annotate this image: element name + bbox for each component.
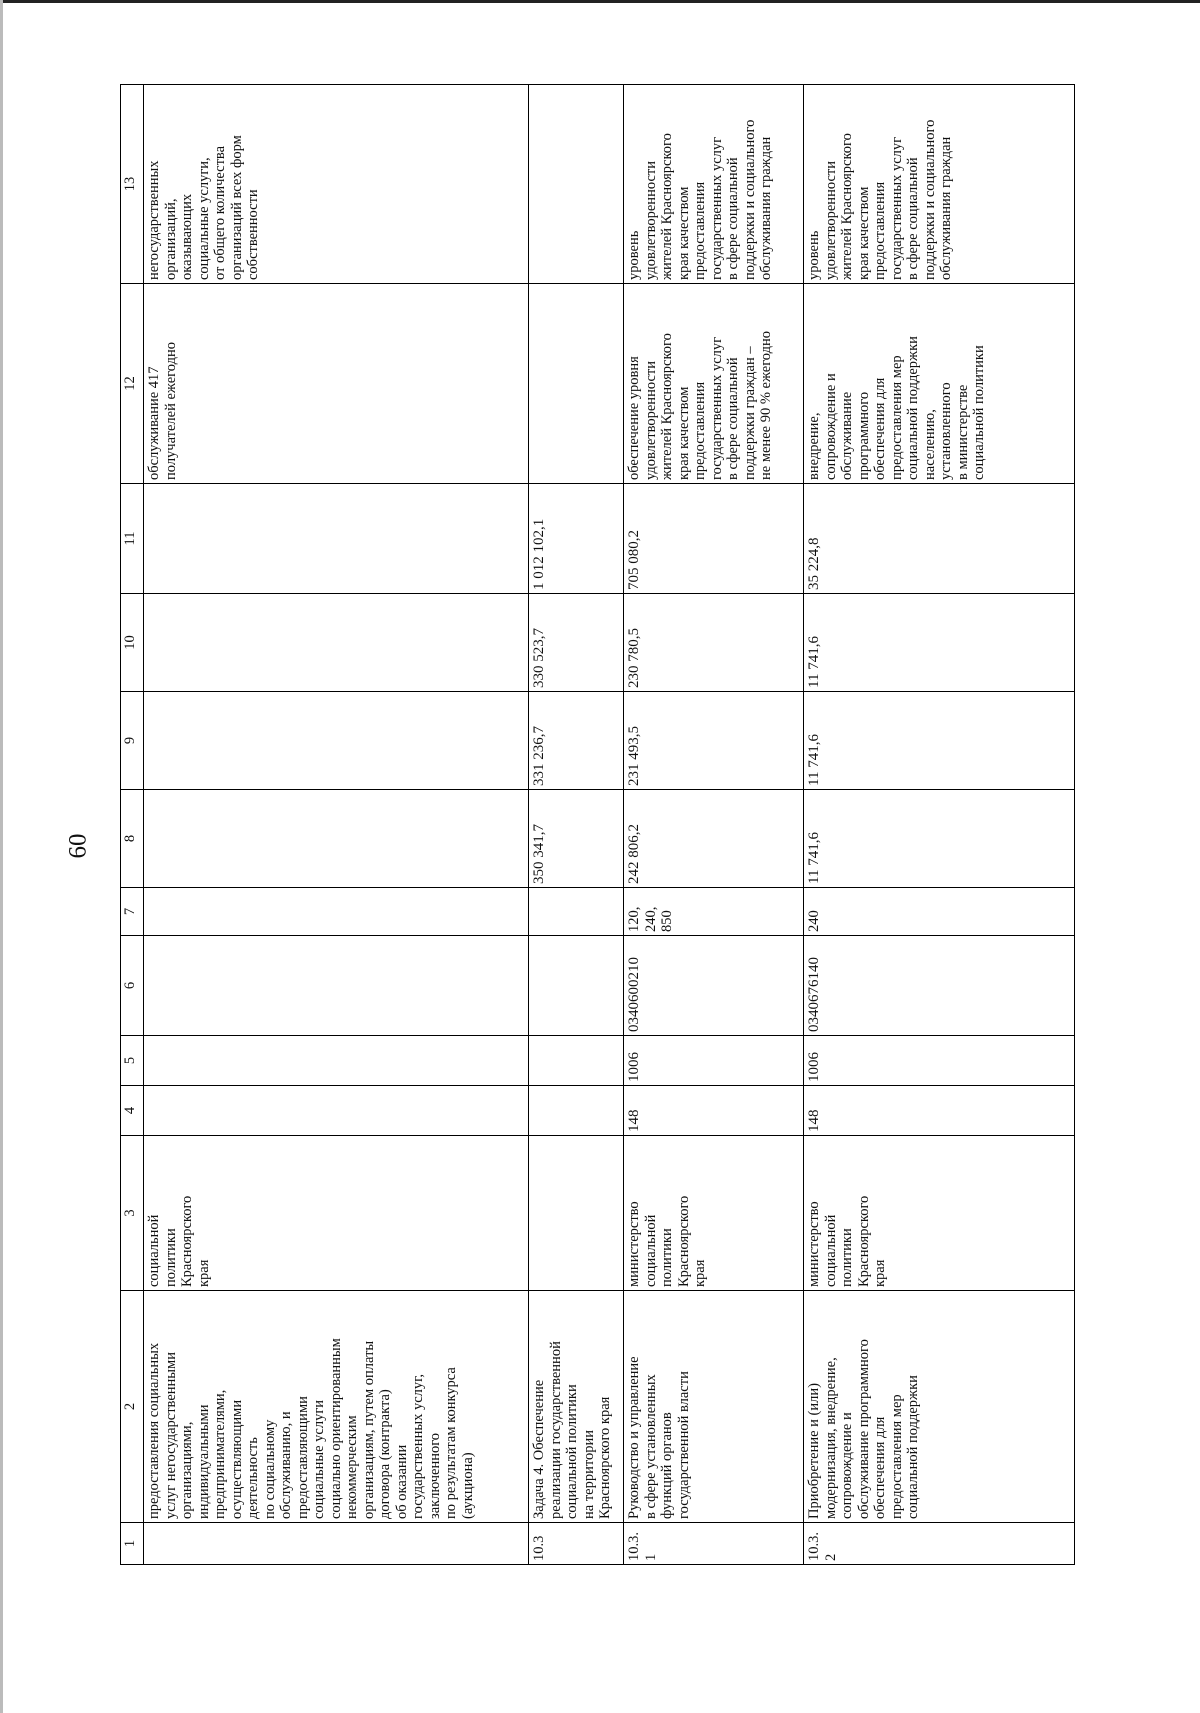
indicator-cell: уровень удовлетворенности жителей Красноярского края качеством предоставления государственных услуг в сфере социальной поддержки и социального обслуживания граждан <box>804 85 1075 284</box>
total-amount-cell <box>144 484 529 594</box>
budget-table <box>120 84 1075 1565</box>
expense-type-cell: 120, 240, 850 <box>624 888 804 936</box>
row-number-cell: 10.3 <box>529 1523 624 1565</box>
executor-cell <box>529 1136 624 1291</box>
task-description-cell: предоставления социальных услуг негосударственными организациями, индивидуальными предпринимателями, осуществляющими деятельность по социальному обслуживанию, и предоставляющими социальные услуги социально ориентированным некоммерческим организациям, путем оплаты договора (контракта) об оказании государственных услуг, заключенного по результатам конкурса (аукциона) <box>144 1291 529 1523</box>
header-col-5: 5 <box>121 1036 144 1086</box>
section-code-cell: 1006 <box>804 1036 1075 1086</box>
scan-border-left <box>0 0 3 1713</box>
table-row <box>529 85 624 1565</box>
header-col-12: 12 <box>121 284 144 484</box>
expected-result-cell: обеспечение уровня удовлетворенности жителей Красноярского края качеством предоставления государственных услуг в сфере социальной поддержки граждан – не менее 90 % ежегодно <box>624 284 804 484</box>
expense-type-cell <box>529 888 624 936</box>
row-number-cell: 10.3.1 <box>624 1523 804 1565</box>
header-col-8: 8 <box>121 790 144 888</box>
year3-amount-cell: 230 780,5 <box>624 594 804 692</box>
year2-amount-cell: 11 741,6 <box>804 692 1075 790</box>
task-description-cell: Задача 4. Обеспечение реализации государственной социальной политики на территории Красноярского края <box>529 1291 624 1523</box>
year3-amount-cell: 11 741,6 <box>804 594 1075 692</box>
section-code-cell <box>529 1036 624 1086</box>
indicator-cell <box>529 85 624 284</box>
rotated-table-container <box>120 85 1075 1565</box>
total-amount-cell: 1 012 102,1 <box>529 484 624 594</box>
header-col-2: 2 <box>121 1291 144 1523</box>
page-number: 60 <box>64 833 92 859</box>
year2-amount-cell: 231 493,5 <box>624 692 804 790</box>
expected-result-cell: внедрение, сопровождение и обслуживание программного обеспечения для предоставления мер социальной поддержки населению, установленного в министерстве социальной политики <box>804 284 1075 484</box>
target-code-cell: 0340676140 <box>804 936 1075 1036</box>
header-col-6: 6 <box>121 936 144 1036</box>
year3-amount-cell <box>144 594 529 692</box>
expense-type-cell: 240 <box>804 888 1075 936</box>
total-amount-cell: 35 224,8 <box>804 484 1075 594</box>
executor-cell: министерство социальной политики Красноярского края <box>804 1136 1075 1291</box>
header-col-7: 7 <box>121 888 144 936</box>
header-col-11: 11 <box>121 484 144 594</box>
target-code-cell <box>529 936 624 1036</box>
grbs-code-cell: 148 <box>804 1086 1075 1136</box>
year1-amount-cell: 350 341,7 <box>529 790 624 888</box>
scan-border-top <box>0 0 1200 3</box>
table-row <box>144 85 529 1565</box>
task-description-cell: Приобретение и (или) модернизация, внедрение, сопровождение и обслуживание программного обеспечения для предоставления мер социальной поддержки <box>804 1291 1075 1523</box>
year1-amount-cell: 242 806,2 <box>624 790 804 888</box>
grbs-code-cell <box>144 1086 529 1136</box>
section-code-cell: 1006 <box>624 1036 804 1086</box>
total-amount-cell: 705 080,2 <box>624 484 804 594</box>
header-row <box>121 85 144 1565</box>
expected-result-cell: обслуживание 417 получателей ежегодно <box>144 284 529 484</box>
year2-amount-cell <box>144 692 529 790</box>
header-col-9: 9 <box>121 692 144 790</box>
year3-amount-cell: 330 523,7 <box>529 594 624 692</box>
header-col-13: 13 <box>121 85 144 284</box>
year1-amount-cell <box>144 790 529 888</box>
task-description-cell: Руководство и управление в сфере установленных функций органов государственной власти <box>624 1291 804 1523</box>
target-code-cell: 0340600210 <box>624 936 804 1036</box>
indicator-cell: уровень удовлетворенности жителей Красноярского края качеством предоставления государственных услуг в сфере социальной поддержки и социального обслуживания граждан <box>624 85 804 284</box>
year1-amount-cell: 11 741,6 <box>804 790 1075 888</box>
table-row <box>804 85 1075 1565</box>
executor-cell: министерство социальной политики Красноярского края <box>624 1136 804 1291</box>
target-code-cell <box>144 936 529 1036</box>
executor-cell: социальной политики Красноярского края <box>144 1136 529 1291</box>
header-col-4: 4 <box>121 1086 144 1136</box>
expense-type-cell <box>144 888 529 936</box>
row-number-cell <box>144 1523 529 1565</box>
section-code-cell <box>144 1036 529 1086</box>
year2-amount-cell: 331 236,7 <box>529 692 624 790</box>
grbs-code-cell: 148 <box>624 1086 804 1136</box>
grbs-code-cell <box>529 1086 624 1136</box>
expected-result-cell <box>529 284 624 484</box>
indicator-cell: негосударственных организаций, оказывающих социальные услуги, от общего количества организаций всех форм собственности <box>144 85 529 284</box>
header-col-1: 1 <box>121 1523 144 1565</box>
header-col-3: 3 <box>121 1136 144 1291</box>
header-col-10: 10 <box>121 594 144 692</box>
row-number-cell: 10.3.2 <box>804 1523 1075 1565</box>
table-row <box>624 85 804 1565</box>
